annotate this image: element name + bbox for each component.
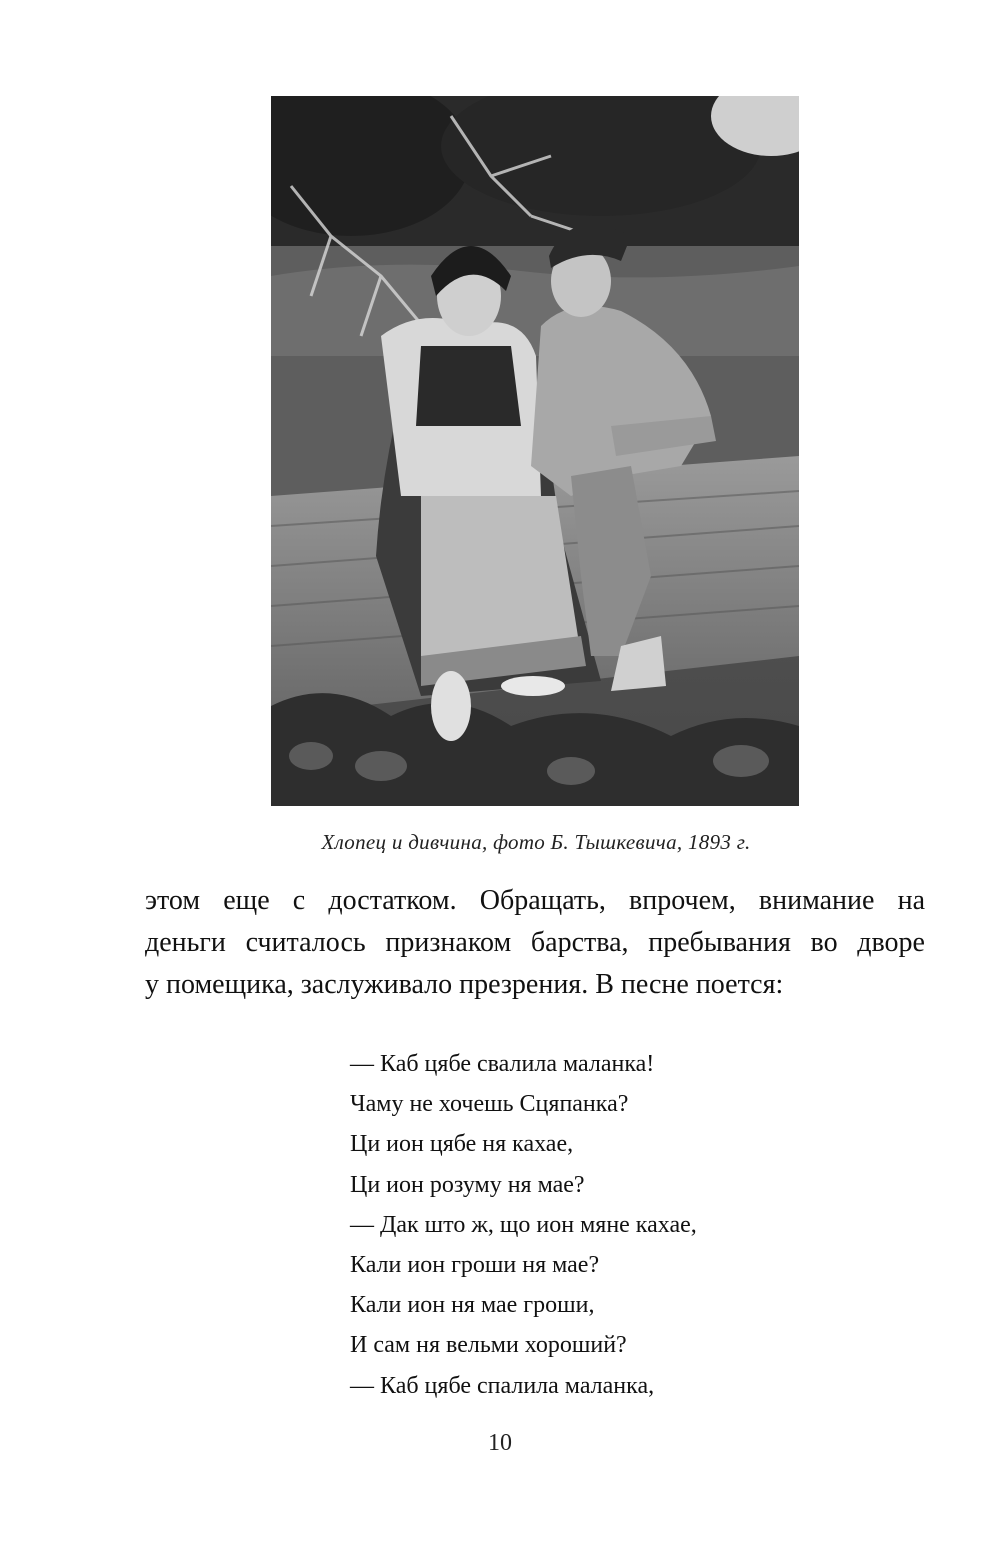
verse-line: Чаму не хочешь Сцяпанка?: [350, 1091, 629, 1118]
verse-line: — Каб цябе свалила маланка!: [350, 1051, 655, 1077]
photo-caption: Хлопец и дивчина, фото Б. Тышкевича, 1893 г.: [321, 830, 751, 854]
body-line: деньги считалось признаком барства, пребывания во дворе: [145, 927, 925, 958]
body-line: у помещика, заслуживало презрения. В песне поется:: [145, 969, 784, 1000]
verse-line: И сам ня вельми хороший?: [350, 1332, 627, 1359]
verse-line: Ци ион цябе ня кахае,: [350, 1131, 574, 1158]
page-number: 10: [488, 1430, 512, 1456]
song-verse: [350, 1044, 697, 1406]
verse-line: Кали ион ня мае гроши,: [350, 1292, 595, 1319]
verse-line: — Дак што ж, що ион мяне кахае,: [350, 1211, 697, 1238]
verse-line: — Каб цябе спалила маланка,: [350, 1372, 655, 1399]
historical-photo: [271, 96, 799, 806]
body-line: этом еще с достатком. Обращать, впрочем, внимание на: [145, 885, 925, 916]
body-paragraph: [145, 880, 925, 1006]
verse-line: Кали ион гроши ня мае?: [350, 1252, 600, 1279]
verse-line: Ци ион розуму ня мае?: [350, 1171, 585, 1198]
